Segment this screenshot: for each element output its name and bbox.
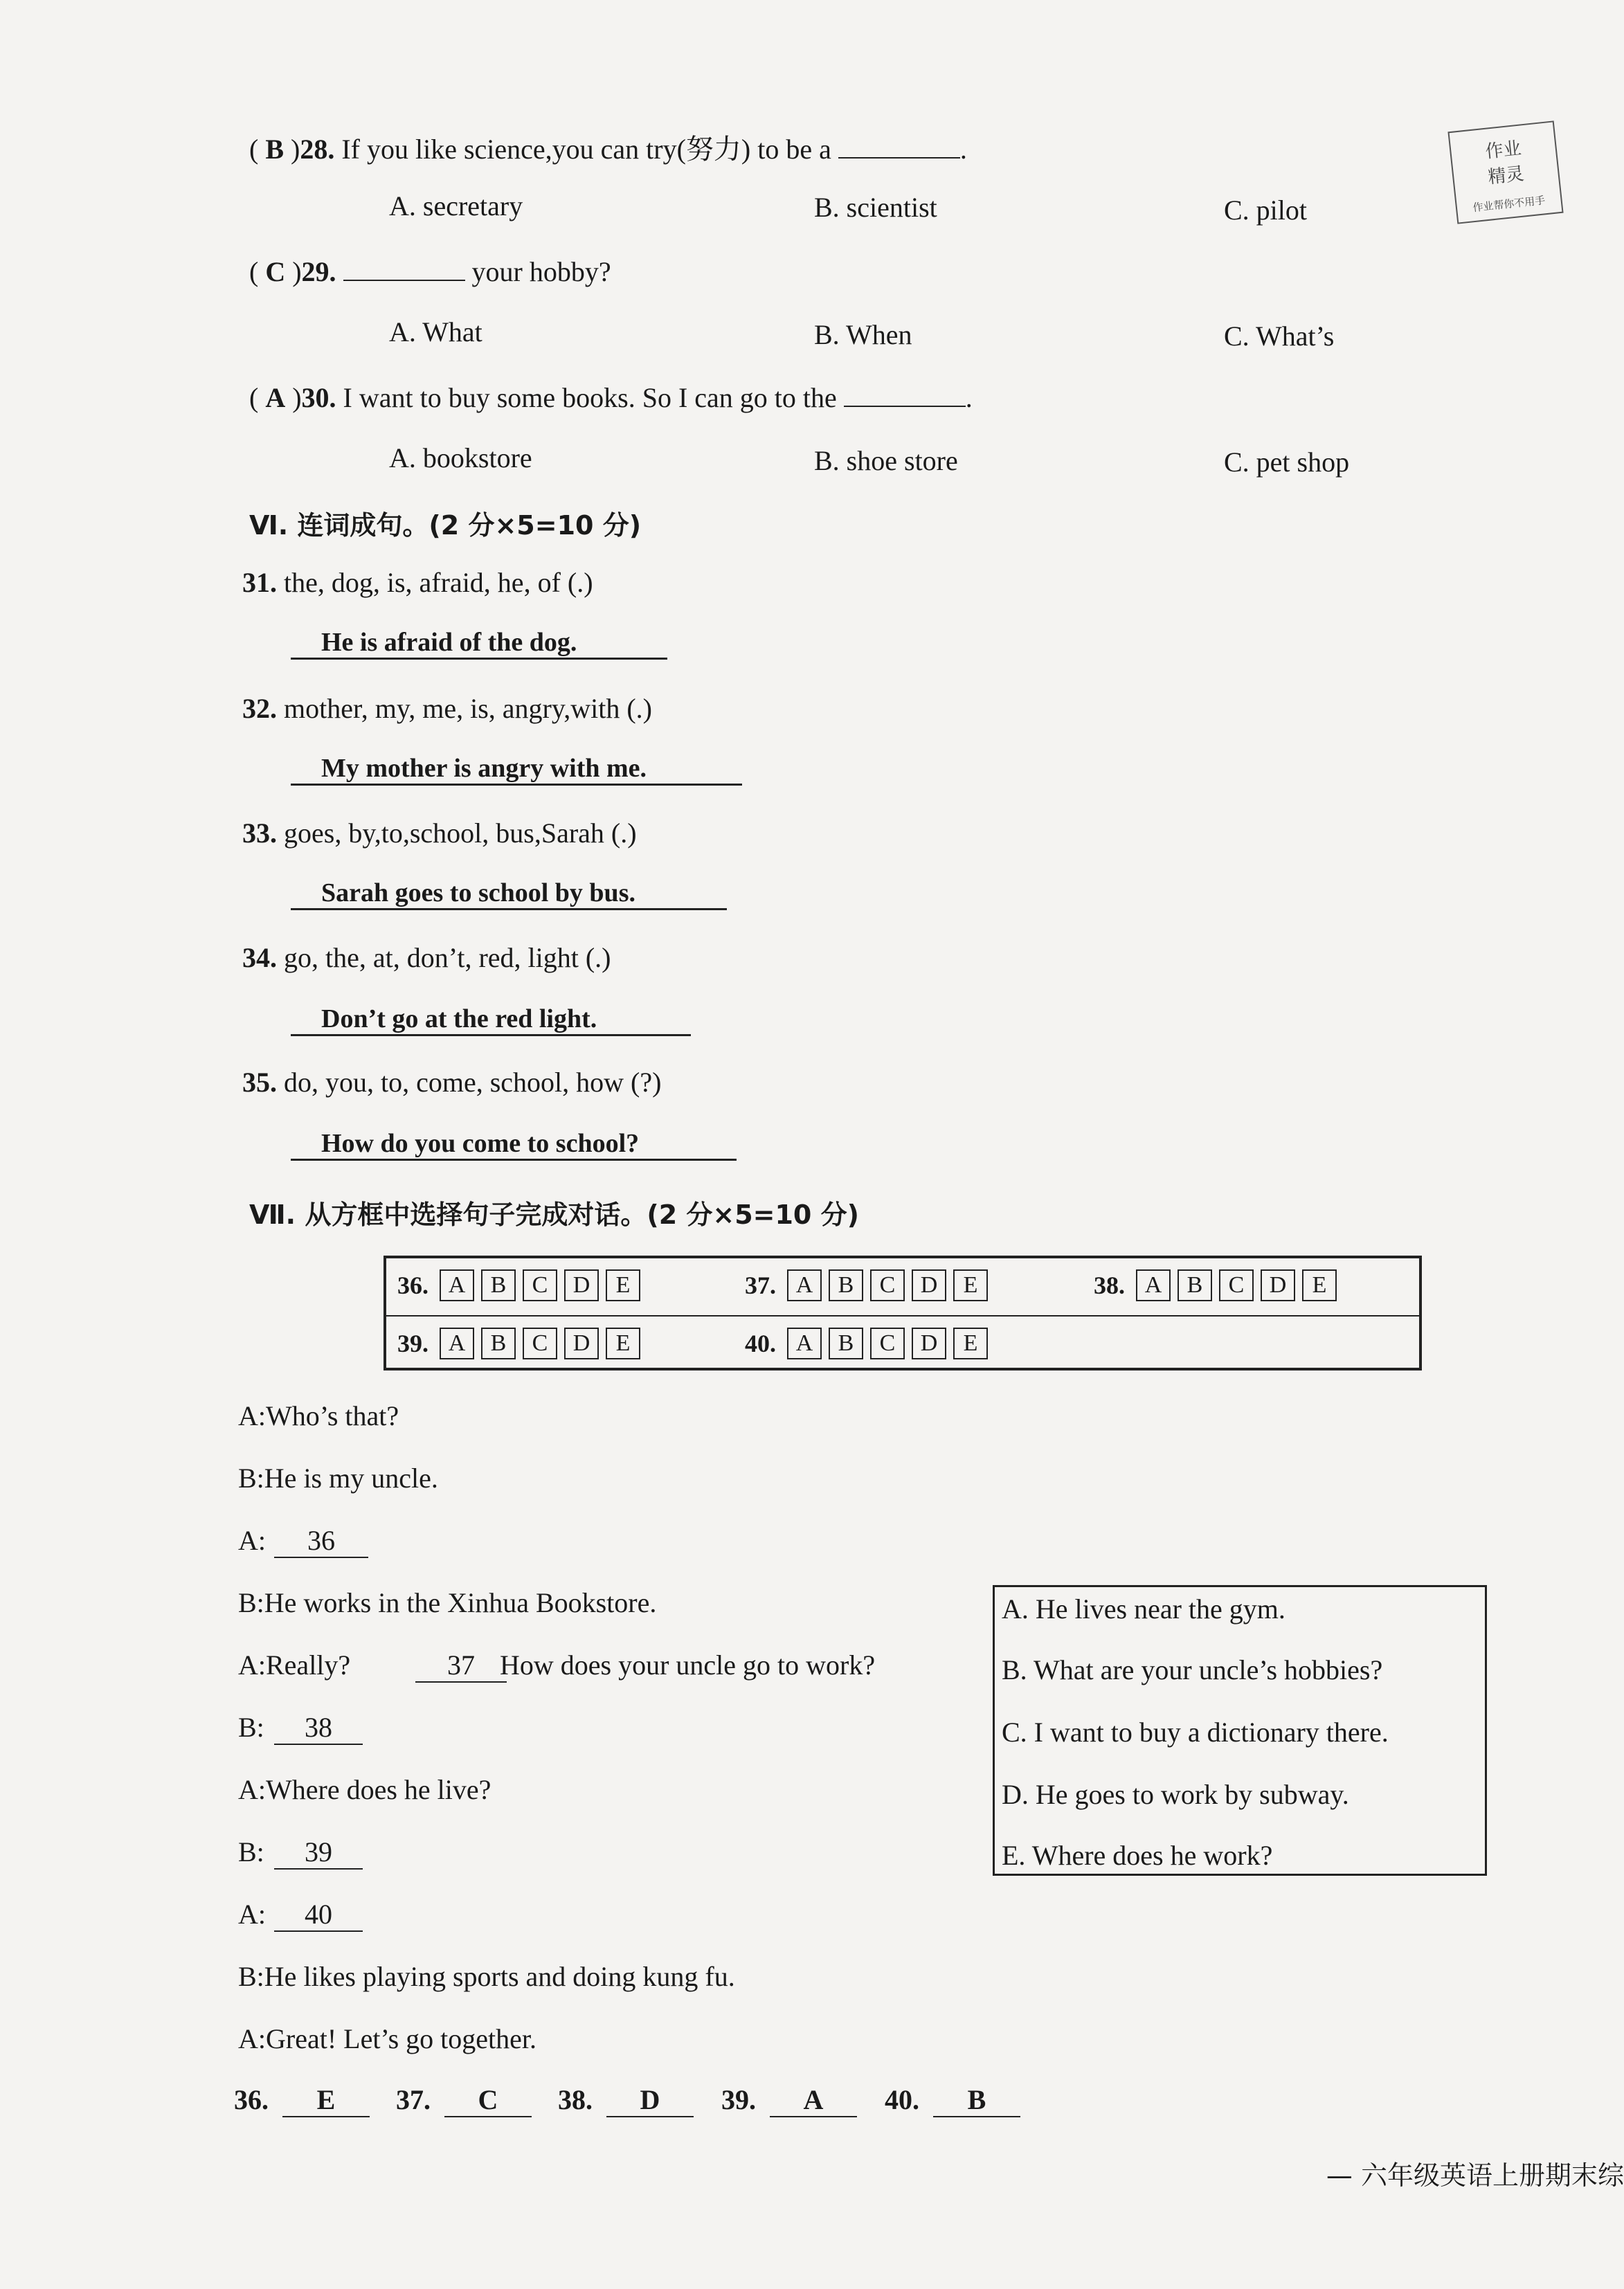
box-option-a: A. He lives near the gym.	[1002, 1593, 1285, 1625]
q28-blank	[838, 129, 960, 159]
question-30: ( A )30. I want to buy some books. So I can go to the .	[249, 378, 973, 414]
dialogue-line	[238, 1711, 332, 1744]
q31-answer: He is afraid of the dog.	[291, 627, 667, 660]
dialogue-line	[238, 1400, 399, 1432]
grid-box[interactable]: B	[829, 1328, 863, 1359]
q30-stem-post: .	[965, 382, 973, 413]
dialogue-line	[238, 1960, 735, 1993]
speaker: B:	[238, 1587, 264, 1618]
q29-num: 29.	[301, 256, 336, 287]
q28-stem: If you like science,you can try(努力) to be a	[341, 134, 831, 165]
grid-box[interactable]: E	[953, 1269, 988, 1301]
dialogue-line	[238, 2023, 536, 2055]
stamp-line3: 作业帮你不用手	[1472, 195, 1546, 215]
options-box	[993, 1585, 1487, 1876]
dialogue-line	[238, 1649, 972, 1683]
dialogue-line	[238, 1586, 656, 1619]
speaker: B:	[238, 1836, 264, 1867]
grid-box[interactable]: D	[564, 1328, 599, 1359]
stamp-line1: 作业	[1484, 138, 1522, 162]
answer-value: A	[770, 2083, 857, 2117]
answer-num: 38.	[558, 2084, 593, 2115]
question-29: ( C )29. your hobby?	[249, 252, 611, 288]
dialogue-text: Where does he live?	[266, 1774, 491, 1805]
q29-blank	[343, 252, 465, 281]
grid-box[interactable]: C	[1219, 1269, 1254, 1301]
dialogue-text: He is my uncle.	[264, 1463, 438, 1494]
q35-answer: How do you come to school?	[291, 1128, 737, 1161]
box-option-d: D. He goes to work by subway.	[1002, 1779, 1349, 1810]
q33-answer: Sarah goes to school by bus.	[291, 878, 727, 910]
blank-39[interactable]: 39	[274, 1836, 363, 1870]
grid-box[interactable]: A	[440, 1328, 474, 1359]
dialogue-line	[238, 1898, 332, 1930]
q28-option-c: C. pilot	[1224, 194, 1308, 226]
question-35	[242, 1066, 661, 1098]
q35-words: do, you, to, come, school, how (?)	[284, 1067, 662, 1098]
grid-item-36	[397, 1269, 640, 1301]
grid-box[interactable]: A	[787, 1328, 822, 1359]
answer-37	[396, 2083, 498, 2116]
answer-value: E	[282, 2083, 370, 2117]
grid-num: 38.	[1094, 1272, 1125, 1299]
q29-option-b: B. When	[814, 319, 912, 350]
q30-blank	[844, 378, 966, 407]
q34-words: go, the, at, don’t, red, light (.)	[284, 942, 611, 973]
q32-num: 32.	[242, 693, 277, 724]
grid-box[interactable]: B	[1178, 1269, 1212, 1301]
grid-box[interactable]: A	[1136, 1269, 1171, 1301]
grid-box[interactable]: E	[606, 1269, 640, 1301]
grid-box[interactable]: C	[870, 1269, 905, 1301]
grid-num: 36.	[397, 1272, 428, 1299]
dialogue-line	[238, 1524, 335, 1557]
q30-option-c: C. pet shop	[1224, 446, 1350, 478]
stamp-logo	[1447, 120, 1563, 224]
grid-box[interactable]: E	[1302, 1269, 1337, 1301]
q30-option-b: B. shoe store	[814, 445, 958, 476]
q28-stem-post: .	[959, 134, 967, 165]
answer-39	[721, 2083, 824, 2116]
answer-36	[234, 2083, 336, 2116]
speaker: A:	[238, 1525, 266, 1556]
q29-mark: C	[265, 256, 286, 287]
answer-value: B	[933, 2083, 1020, 2117]
q32-words: mother, my, me, is, angry,with (.)	[284, 693, 652, 724]
blank-36[interactable]: 36	[274, 1524, 368, 1558]
q34-answer: Don’t go at the red light.	[291, 1004, 691, 1036]
grid-box[interactable]: D	[912, 1269, 946, 1301]
q30-num: 30.	[301, 382, 336, 413]
speaker: B:	[238, 1463, 264, 1494]
grid-box[interactable]: E	[953, 1328, 988, 1359]
q31-num: 31.	[242, 567, 277, 598]
question-34	[242, 941, 611, 974]
section-6-title: Ⅵ. 连词成句。(2 分×5=10 分)	[249, 510, 642, 541]
blank-38[interactable]: 38	[274, 1711, 363, 1745]
grid-box[interactable]: C	[523, 1269, 557, 1301]
dialogue-line	[238, 1836, 332, 1868]
dialogue-text: He works in the Xinhua Bookstore.	[264, 1587, 657, 1618]
q30-mark: A	[265, 382, 286, 413]
answer-grid	[384, 1256, 1422, 1370]
q32-answer: My mother is angry with me.	[291, 753, 742, 786]
box-option-e: E. Where does he work?	[1002, 1840, 1273, 1871]
question-28: ( B )28. If you like science,you can try(努力) to be a .	[249, 127, 967, 167]
q28-option-b: B. scientist	[814, 192, 937, 223]
speaker: B:	[238, 1712, 264, 1743]
answer-num: 37.	[396, 2084, 431, 2115]
grid-box[interactable]: C	[870, 1328, 905, 1359]
q29-stem: your hobby?	[471, 256, 611, 287]
speaker: A:	[238, 2023, 266, 2054]
grid-item-37	[745, 1269, 988, 1301]
speaker: A:	[238, 1774, 266, 1805]
q29-option-c: C. What’s	[1224, 320, 1335, 352]
answer-40	[885, 2083, 986, 2116]
q28-num: 28.	[300, 134, 335, 165]
box-option-b: B. What are your uncle’s hobbies?	[1002, 1654, 1383, 1685]
footer-label: — 六年级英语上册期末综	[1326, 2160, 1624, 2191]
grid-box[interactable]: C	[523, 1328, 557, 1359]
dialogue-text: Great! Let’s go together.	[266, 2023, 536, 2054]
q28-option-a: A. secretary	[389, 190, 523, 221]
q29-option-a: A. What	[389, 316, 482, 347]
question-33	[242, 817, 637, 849]
grid-box[interactable]: B	[481, 1328, 516, 1359]
grid-row-2	[386, 1315, 1419, 1372]
q28-mark: B	[265, 134, 285, 165]
grid-item-39	[397, 1328, 640, 1359]
dialogue-text: He likes playing sports and doing kung fu.	[264, 1961, 735, 1992]
answer-num: 36.	[234, 2084, 269, 2115]
dialogue-text: Who’s that?	[266, 1400, 399, 1431]
question-32	[242, 692, 652, 725]
answer-value: C	[444, 2083, 532, 2117]
grid-box[interactable]: D	[564, 1269, 599, 1301]
grid-box[interactable]: D	[912, 1328, 946, 1359]
q30-stem: I want to buy some books. So I can go to the	[343, 382, 837, 413]
stamp-line2: 精灵	[1487, 163, 1525, 188]
grid-box[interactable]: D	[1261, 1269, 1295, 1301]
answer-value: D	[606, 2083, 694, 2117]
speaker: A:	[238, 1899, 266, 1930]
grid-box[interactable]: A	[440, 1269, 474, 1301]
answer-num: 40.	[885, 2084, 919, 2115]
speaker: A:	[238, 1649, 266, 1681]
grid-row-1	[386, 1258, 1419, 1314]
answer-num: 39.	[721, 2084, 756, 2115]
q31-words: the, dog, is, afraid, he, of (.)	[284, 567, 593, 598]
section-7-title: Ⅶ. 从方框中选择句子完成对话。(2 分×5=10 分)	[249, 1200, 859, 1230]
grid-box[interactable]: B	[829, 1269, 863, 1301]
dialogue-text: Really?	[266, 1649, 351, 1681]
blank-37[interactable]: 37	[415, 1649, 507, 1683]
grid-num: 39.	[397, 1330, 428, 1357]
grid-item-38	[1094, 1269, 1337, 1301]
answer-38	[558, 2083, 660, 2116]
dialogue-text: How does your uncle go to work?	[500, 1649, 876, 1681]
q33-num: 33.	[242, 817, 277, 849]
grid-box[interactable]: E	[606, 1328, 640, 1359]
question-31	[242, 566, 593, 599]
grid-box[interactable]: A	[787, 1269, 822, 1301]
grid-num: 40.	[745, 1330, 776, 1357]
speaker: B:	[238, 1961, 264, 1992]
q33-words: goes, by,to,school, bus,Sarah (.)	[284, 817, 637, 849]
box-option-c: C. I want to buy a dictionary there.	[1002, 1717, 1389, 1748]
blank-40[interactable]: 40	[274, 1898, 363, 1932]
q30-option-a: A. bookstore	[389, 442, 532, 473]
q34-num: 34.	[242, 942, 277, 973]
dialogue-line	[238, 1462, 438, 1494]
dialogue-line	[238, 1773, 491, 1806]
grid-item-40	[745, 1328, 988, 1359]
grid-box[interactable]: B	[481, 1269, 516, 1301]
grid-num: 37.	[745, 1272, 776, 1299]
speaker: A:	[238, 1400, 266, 1431]
q35-num: 35.	[242, 1067, 277, 1098]
